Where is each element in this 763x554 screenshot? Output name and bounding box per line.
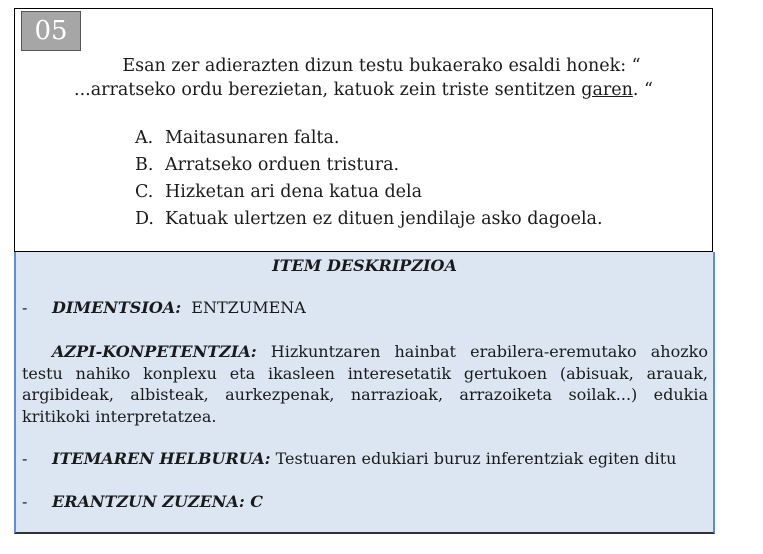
- dimension-label: DIMENTSIOA:: [52, 298, 182, 317]
- dimension-value: ENTZUMENA: [191, 298, 306, 317]
- option-text: Katuak ulertzen ez dituen jendilaje asko dagoela.: [165, 209, 603, 229]
- option-text: Maitasunaren falta.: [165, 128, 340, 148]
- answer-row: [22, 492, 263, 511]
- goal-row: [22, 449, 676, 468]
- option-letter: C.: [135, 182, 154, 202]
- option-b[interactable]: [135, 152, 603, 179]
- stem-quote-end: . “: [632, 80, 653, 100]
- option-letter: A.: [135, 128, 154, 148]
- bullet-dash: -: [22, 298, 28, 317]
- option-text: Hizketan ari dena katua dela: [165, 182, 423, 202]
- subcompetence-text: Hizkuntzaren hainbat erabilera-eremutako ahozko testu nahiko konplexu eta ikasleen interesetatik gertukoen (abisuak, arauak, argibideak, albisteak, aurkezpenak, narrazioak, arrazoiketa soilak...) edukia kritikoki interpretatzea.: [22, 342, 708, 426]
- stem-underlined-word: garen: [581, 80, 633, 100]
- question-box: [14, 8, 713, 252]
- stem-quote-text: ...arratseko ordu berezietan, katuok zein triste sentitzen: [74, 80, 582, 100]
- question-number: 05: [21, 11, 81, 51]
- option-d[interactable]: [135, 206, 603, 233]
- subcompetence-label: AZPI-KONPETENTZIA:: [52, 342, 257, 361]
- option-letter: B.: [135, 155, 154, 175]
- option-c[interactable]: [135, 179, 603, 206]
- option-text: Arratseko orduen tristura.: [165, 155, 400, 175]
- goal-text: Testuaren edukiari buruz inferentziak egiten ditu: [275, 449, 677, 468]
- item-description-title: ITEM DESKRIPZIOA: [272, 256, 457, 275]
- option-a[interactable]: [135, 125, 603, 152]
- answer-options: [135, 125, 603, 233]
- subcompetence-paragraph: [22, 341, 708, 427]
- goal-label: ITEMAREN HELBURUA:: [52, 449, 271, 468]
- dimension-row: [22, 298, 306, 317]
- bullet-dash: -: [22, 492, 28, 511]
- item-description-box: [14, 252, 715, 534]
- question-stem-line-1: Esan zer adierazten dizun testu bukaerako esaldi honek: “: [122, 56, 641, 76]
- option-letter: D.: [135, 209, 154, 229]
- question-stem-line-2: [15, 80, 712, 100]
- bullet-dash: -: [22, 449, 28, 468]
- correct-answer-label: ERANTZUN ZUZENA: C: [52, 492, 264, 511]
